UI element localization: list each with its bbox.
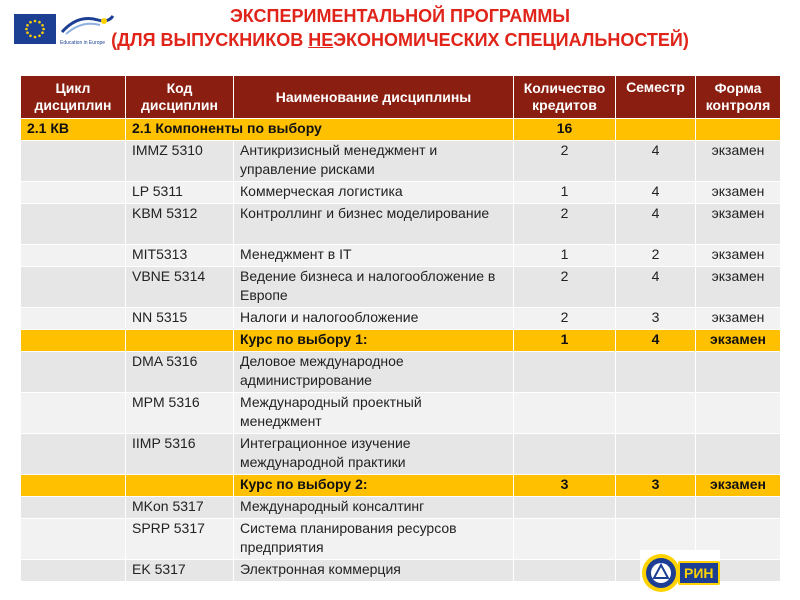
cell-cycle <box>21 141 126 182</box>
table-body <box>21 119 781 582</box>
cell-control-form: экзамен <box>696 141 781 182</box>
cell-code: LP 5311 <box>126 182 234 204</box>
cell-control-form <box>696 497 781 519</box>
cell-semester: 4 <box>616 267 696 308</box>
cell-code: 2.1 Компоненты по выбору <box>126 119 514 141</box>
page-title-line2: (ДЛЯ ВЫПУСКНИКОВ НЕЭКОНОМИЧЕСКИХ СПЕЦИАЛЬНОСТЕЙ) <box>111 30 689 50</box>
col-header-name: Наименование дисциплины <box>234 76 514 119</box>
cell-cycle <box>21 182 126 204</box>
rin-logo-text: РИН <box>678 561 720 585</box>
table-header-row <box>21 76 781 119</box>
cell-name: Международный консалтинг <box>234 497 514 519</box>
cell-credits: 3 <box>514 475 616 497</box>
cell-credits <box>514 393 616 434</box>
cell-semester: 4 <box>616 330 696 352</box>
cell-code: DMA 5316 <box>126 352 234 393</box>
cell-cycle <box>21 330 126 352</box>
table-row <box>21 330 781 352</box>
cell-code: IIMP 5316 <box>126 434 234 475</box>
table-row <box>21 119 781 141</box>
cell-semester <box>616 497 696 519</box>
cell-control-form: экзамен <box>696 267 781 308</box>
cell-name: Электронная коммерция <box>234 560 514 582</box>
cell-credits <box>514 352 616 393</box>
table-row <box>21 352 781 393</box>
cell-code: MPM 5316 <box>126 393 234 434</box>
cell-credits: 2 <box>514 141 616 182</box>
table-row <box>21 434 781 475</box>
cell-name: Антикризисный менеджмент и управление рисками <box>234 141 514 182</box>
cell-name: Интеграционное изучение международной практики <box>234 434 514 475</box>
col-header-control-form: Форма контроля <box>696 76 781 119</box>
cell-cycle <box>21 204 126 245</box>
col-header-cycle: Цикл дисциплин <box>21 76 126 119</box>
cell-code: VBNE 5314 <box>126 267 234 308</box>
cell-name: Менеджмент в IT <box>234 245 514 267</box>
cell-credits: 2 <box>514 308 616 330</box>
table-row <box>21 182 781 204</box>
cell-name: Курс по выбору 2: <box>234 475 514 497</box>
table-row <box>21 475 781 497</box>
cell-code: EK 5317 <box>126 560 234 582</box>
page-title-line1: ЭКСПЕРИМЕНТАЛЬНОЙ ПРОГРАММЫ <box>230 6 570 26</box>
cell-control-form: экзамен <box>696 475 781 497</box>
cell-code: NN 5315 <box>126 308 234 330</box>
cell-cycle: 2.1 КВ <box>21 119 126 141</box>
cell-name: Коммерческая логистика <box>234 182 514 204</box>
cell-cycle <box>21 308 126 330</box>
table-row <box>21 204 781 245</box>
cell-semester: 3 <box>616 475 696 497</box>
cell-control-form <box>696 393 781 434</box>
cell-credits: 1 <box>514 330 616 352</box>
cell-cycle <box>21 352 126 393</box>
cell-name: Международный проектный менеджмент <box>234 393 514 434</box>
cell-code <box>126 330 234 352</box>
cell-control-form: экзамен <box>696 245 781 267</box>
rin-logo <box>640 550 720 596</box>
cell-control-form: экзамен <box>696 182 781 204</box>
cell-semester: 4 <box>616 182 696 204</box>
cell-code: MKon 5317 <box>126 497 234 519</box>
cell-name: Ведение бизнеса и налогообложение в Европе <box>234 267 514 308</box>
cell-credits <box>514 560 616 582</box>
cell-credits <box>514 434 616 475</box>
col-header-code: Код дисциплин <box>126 76 234 119</box>
cell-name: Деловое международное администрирование <box>234 352 514 393</box>
cell-semester: 3 <box>616 308 696 330</box>
cell-name: Система планирования ресурсов предприятия <box>234 519 514 560</box>
cell-control-form: экзамен <box>696 330 781 352</box>
cell-semester: 4 <box>616 204 696 245</box>
cell-semester <box>616 393 696 434</box>
cell-credits <box>514 519 616 560</box>
cell-code: MIT5313 <box>126 245 234 267</box>
cell-credits: 16 <box>514 119 616 141</box>
cell-semester <box>616 434 696 475</box>
cell-cycle <box>21 267 126 308</box>
cell-code: IMMZ 5310 <box>126 141 234 182</box>
cell-credits: 1 <box>514 245 616 267</box>
cell-control-form <box>696 434 781 475</box>
cell-name: Налоги и налогообложение <box>234 308 514 330</box>
table-row <box>21 497 781 519</box>
cell-control-form <box>696 119 781 141</box>
cell-semester <box>616 119 696 141</box>
cell-name: Курс по выбору 1: <box>234 330 514 352</box>
cell-cycle <box>21 475 126 497</box>
cell-semester: 4 <box>616 141 696 182</box>
cell-cycle <box>21 560 126 582</box>
cell-code <box>126 475 234 497</box>
table-row <box>21 245 781 267</box>
cell-cycle <box>21 393 126 434</box>
cell-credits: 1 <box>514 182 616 204</box>
cell-credits: 2 <box>514 267 616 308</box>
table-row <box>21 141 781 182</box>
disciplines-table <box>20 75 781 582</box>
cell-semester <box>616 352 696 393</box>
col-header-semester: Семестр <box>616 76 696 119</box>
table-row <box>21 308 781 330</box>
cell-cycle <box>21 519 126 560</box>
cell-semester: 2 <box>616 245 696 267</box>
cell-credits: 2 <box>514 204 616 245</box>
cell-cycle <box>21 245 126 267</box>
table-row <box>21 393 781 434</box>
cell-code: SPRP 5317 <box>126 519 234 560</box>
cell-cycle <box>21 497 126 519</box>
table-row <box>21 267 781 308</box>
cell-name: Контроллинг и бизнес моделирование <box>234 204 514 245</box>
cell-control-form: экзамен <box>696 308 781 330</box>
col-header-credits: Количество кредитов <box>514 76 616 119</box>
cell-cycle <box>21 434 126 475</box>
cell-credits <box>514 497 616 519</box>
cell-code: KBM 5312 <box>126 204 234 245</box>
gear-emblem-icon <box>640 552 682 594</box>
tempus-caption: Education in Europe <box>60 40 106 46</box>
cell-control-form <box>696 352 781 393</box>
cell-control-form: экзамен <box>696 204 781 245</box>
